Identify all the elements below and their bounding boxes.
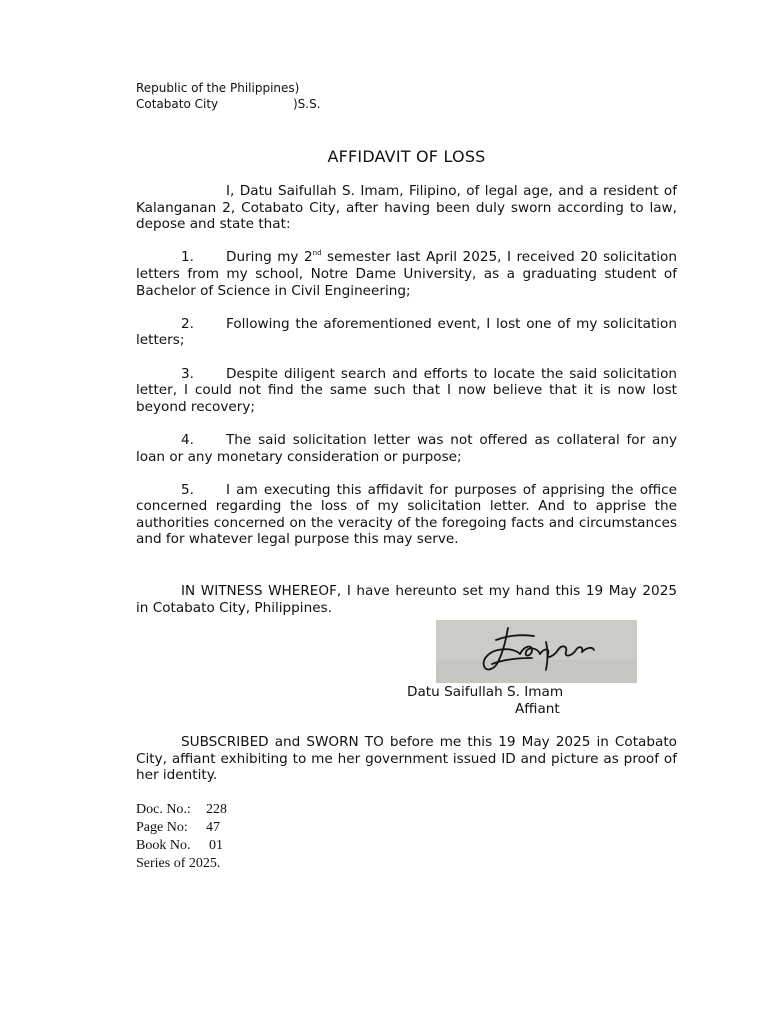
- book-number-row: [136, 837, 227, 855]
- ordinal-suffix: nd: [312, 249, 322, 258]
- item-number: 2.: [181, 315, 194, 332]
- notarial-register: [136, 801, 227, 873]
- witness-paragraph: IN WITNESS WHEREOF, I have hereunto set my hand this 19 May 2025 in Cotabato City, Philippines.: [136, 583, 677, 616]
- doc-number-value: 228: [206, 802, 227, 817]
- page-number-row: [136, 819, 227, 837]
- affiant-name: Datu Saifullah S. Imam: [407, 684, 564, 700]
- numbered-paragraph-2: [136, 316, 677, 349]
- item-text: The said solicitation letter was not offered as collateral for any loan or any monetary consideration or purpose;: [136, 431, 677, 465]
- doc-number-label: Doc. No.:: [136, 802, 191, 817]
- book-number-value: 01: [209, 838, 223, 853]
- book-number-label: Book No.: [136, 838, 191, 853]
- item-text: semester last April 2025, I received 20 solicitation letters from my school, Notre Dame University, as a graduating student of Bachelor of Science in Civil Engineering;: [136, 249, 677, 299]
- item-number: 4.: [181, 431, 194, 448]
- venue-line-1: Republic of the Philippines): [136, 81, 300, 95]
- numbered-paragraph-4: [136, 432, 677, 465]
- venue-line-2: [136, 96, 321, 112]
- page-number-value: 47: [206, 820, 220, 835]
- page-number-label: Page No:: [136, 820, 188, 835]
- item-text: I am executing this affidavit for purposes of apprising the office concerned regarding the loss of my solicitation letter. And to apprise the authorities concerned on the veracity of the foregoing facts and circumstances and for whatever legal purpose this may serve.: [136, 481, 677, 548]
- signature-image: [436, 620, 637, 683]
- venue-place: Cotabato City: [136, 97, 219, 111]
- jurat-paragraph: SUBSCRIBED and SWORN TO before me this 19 May 2025 in Cotabato City, affiant exhibiting to me her government issued ID and picture as proof of her identity.: [136, 734, 677, 784]
- doc-number-row: [136, 801, 227, 819]
- affiant-label: Affiant: [515, 701, 560, 717]
- item-number: 1.: [181, 249, 194, 266]
- handwritten-signature-icon: [436, 620, 637, 683]
- venue-ss: )S.S.: [293, 97, 321, 111]
- document-title: AFFIDAVIT OF LOSS: [327, 147, 486, 166]
- affidavit-body: [136, 183, 677, 565]
- item-number: 3.: [181, 365, 194, 382]
- numbered-paragraph-5: [136, 482, 677, 548]
- item-number: 5.: [181, 481, 194, 498]
- item-text: Following the aforementioned event, I lost one of my solicitation letters;: [136, 315, 677, 349]
- venue-header: [136, 80, 321, 112]
- series-row: Series of 2025.: [136, 856, 221, 871]
- item-text: Despite diligent search and efforts to locate the said solicitation letter, I could not find the same such that I now believe that it is now lost beyond recovery;: [136, 365, 677, 415]
- numbered-paragraph-1: [136, 249, 677, 299]
- numbered-paragraph-3: [136, 366, 677, 416]
- intro-paragraph: I, Datu Saifullah S. Imam, Filipino, of legal age, and a resident of Kalanganan 2, Cotabato City, after having been duly sworn according to law, depose and state that:: [136, 183, 677, 233]
- item-text-pre: During my 2: [226, 249, 313, 266]
